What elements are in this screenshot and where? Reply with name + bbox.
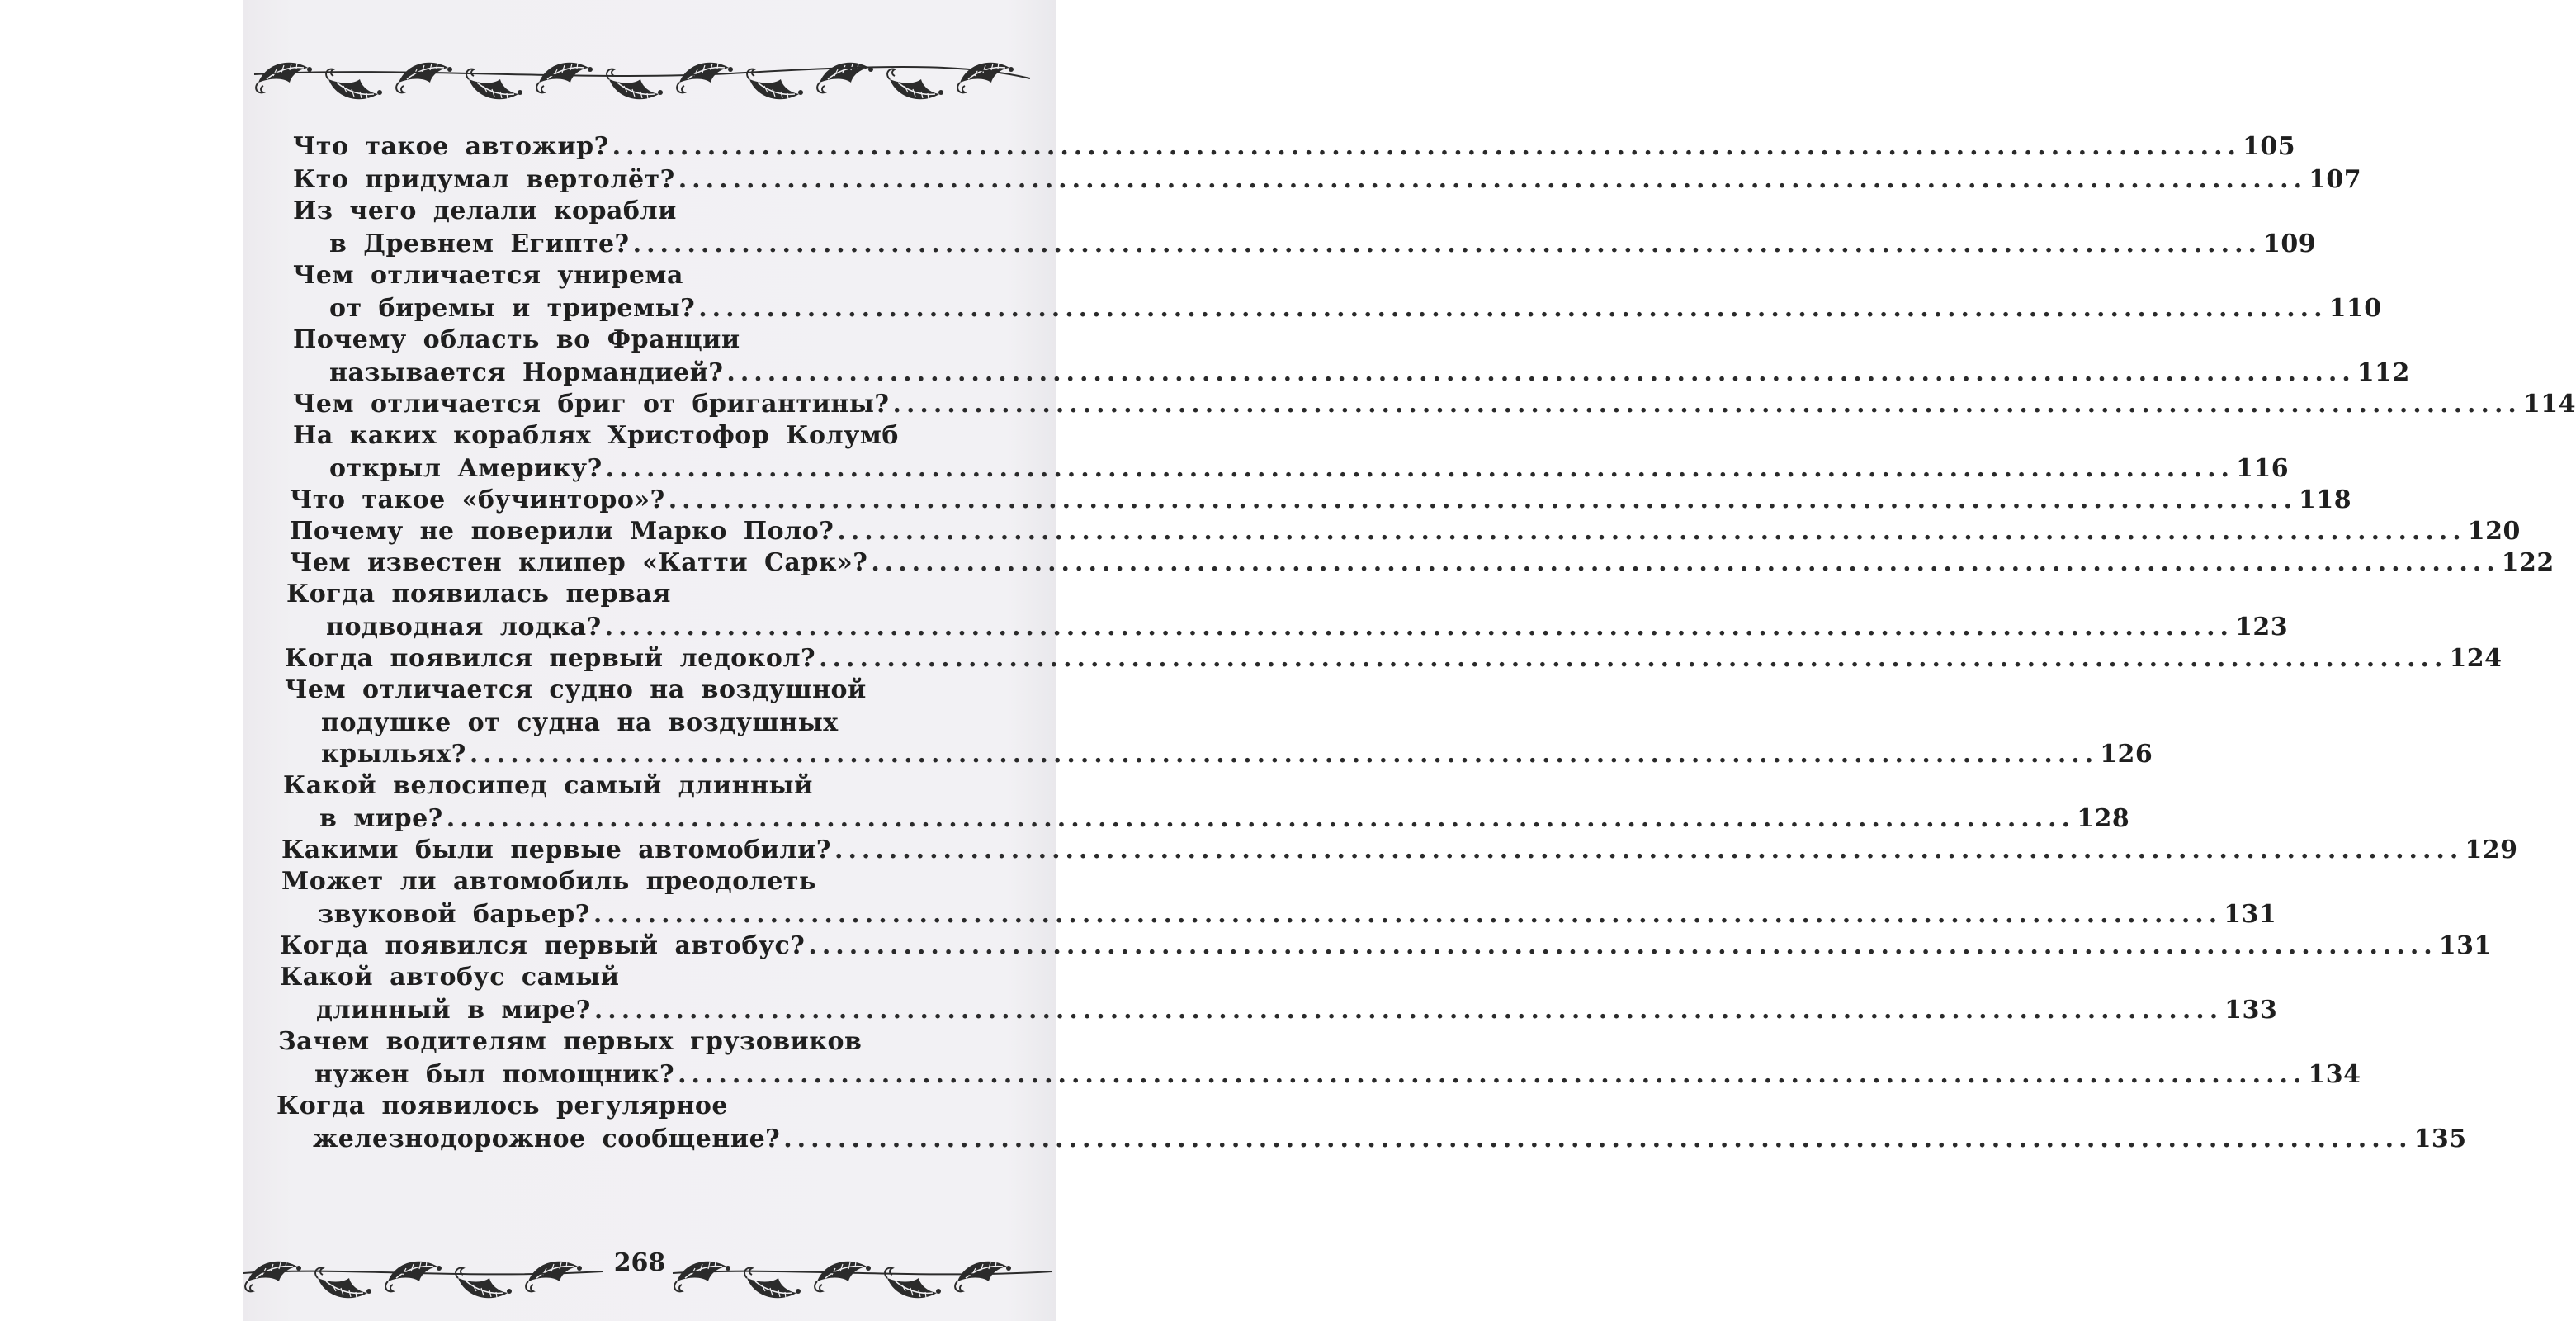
toc-entry-title: Почему не поверили Марко Поло? [290,517,834,546]
toc-entry-title: в Древнем Египте? [329,230,630,258]
toc-entry-title: Какой автобус самый [280,963,620,992]
toc-entry [280,963,995,992]
toc-leader-dots: ........................................................................................................................ [604,613,2233,642]
toc-entry-page: 120 [2467,517,2521,546]
toc-entry [316,996,2278,1025]
toc-leader-dots: ........................................................................................................................ [605,454,2234,483]
toc-entry-title: в мире? [319,804,443,833]
toc-entry-title: подушке от судна на воздушных [321,708,839,737]
toc-entry-title: открыл Америку? [329,454,603,483]
toc-entry-page: 122 [2501,548,2555,577]
toc-leader-dots: ........................................................................................................................ [698,294,2328,323]
toc-entry [313,1125,2467,1153]
toc-entry-title: Когда появилась первая [286,580,671,608]
toc-entry [293,165,2362,194]
toc-entry [329,358,2410,387]
toc-entry-title: Почему область во Франции [293,325,740,354]
toc-leader-dots: ........................................................................................................................ [593,996,2224,1025]
toc-entry-title: звуковой барьер? [318,900,590,929]
toc-entry-page: 131 [2438,931,2492,960]
toc-entry [278,1027,995,1056]
toc-entry-title: Чем отличается бриг от бригантины? [293,390,890,419]
toc-leader-dots: ........................................................................................................................ [892,390,2522,419]
toc-entry [293,390,2576,419]
toc-entry-page: 105 [2242,132,2296,161]
toc-entry-title: железнодорожное сообщение? [313,1125,781,1153]
toc-leader-dots: ........................................................................................................................ [783,1125,2413,1153]
toc-entry-title: На каких кораблях Христофор Колумб [293,421,899,450]
leaf-ornament-icon [243,1238,607,1303]
toc-entry-title: Какой велосипед самый длинный [283,771,813,800]
toc-entry [314,1060,2361,1089]
toc-entry [293,261,995,290]
toc-entry [293,132,2296,161]
toc-leader-dots: ........................................................................................................................ [819,644,2448,673]
leaf-ornament-icon [669,1238,1056,1303]
toc-entry [285,644,2503,673]
toc-entry-page: 107 [2309,165,2362,194]
toc-entry [329,454,2290,483]
toc-entry-title: Чем известен клипер «Катти Сарк»? [290,548,868,577]
toc-entry-title: от биремы и триремы? [329,294,696,323]
book-page [243,0,2576,1321]
toc-entry-title: Когда появился первый автобус? [280,931,806,960]
toc-entry-title: Какими были первые автомобили? [281,836,831,864]
toc-entry [280,931,2492,960]
toc-entry [318,900,2277,929]
toc-entry-title: Из чего делали корабли [293,196,677,225]
toc-entry-page: 116 [2236,454,2290,483]
toc-entry [329,230,2317,258]
toc-entry-title: Может ли автомобиль преодолеть [281,867,816,896]
toc-entry [319,804,2130,833]
toc-entry [293,196,995,225]
toc-entry [283,771,995,800]
toc-entry [290,548,2555,577]
toc-entry-page: 114 [2522,390,2576,419]
toc-entry-page: 126 [2100,740,2153,769]
toc-entry [321,740,2153,769]
toc-entry-title: Кто придумал вертолёт? [293,165,675,194]
toc-entry [293,421,995,450]
toc-entry-page: 123 [2234,613,2289,642]
toc-entry-title: Чем отличается унирема [293,261,683,290]
toc-entry-page: 124 [2449,644,2503,673]
toc-entry [286,580,995,608]
toc-entry [281,836,2518,864]
toc-entry-page: 135 [2413,1125,2467,1153]
toc-entry-title: Когда появилось регулярное [277,1091,729,1120]
table-of-contents [243,0,2576,1321]
toc-entry [321,708,995,737]
toc-leader-dots: ........................................................................................................................ [668,485,2298,514]
toc-entry-title: Когда появился первый ледокол? [285,644,816,673]
toc-leader-dots: ........................................................................................................................ [469,740,2099,769]
toc-entry [290,517,2521,546]
toc-entry-title: подводная лодка? [326,613,602,642]
toc-entry-page: 131 [2224,900,2277,929]
toc-entry-title: крыльях? [321,740,466,769]
toc-entry-page: 110 [2328,294,2382,323]
toc-entry-title: длинный в мире? [316,996,591,1025]
toc-entry-title: называется Нормандией? [329,358,724,387]
toc-leader-dots: ........................................................................................................................ [808,931,2437,960]
toc-entry [326,613,2289,642]
toc-entry-title: нужен был помощник? [314,1060,675,1089]
toc-leader-dots: ........................................................................................................................ [632,230,2262,258]
toc-entry-title: Что такое «бучинторо»? [290,485,665,514]
toc-entry-title: Что такое автожир? [293,132,609,161]
toc-entry-page: 128 [2077,804,2130,833]
toc-leader-dots: ........................................................................................................................ [446,804,2076,833]
toc-entry-page: 134 [2308,1060,2361,1089]
page-number: 268 [613,1248,666,1277]
toc-entry [277,1091,995,1120]
toc-entry [285,675,995,704]
toc-entry-page: 129 [2465,836,2518,864]
toc-entry-page: 118 [2299,485,2352,514]
toc-entry-page: 133 [2224,996,2278,1025]
toc-leader-dots: ........................................................................................................................ [726,358,2356,387]
toc-leader-dots: ........................................................................................................................ [837,517,2466,546]
toc-leader-dots: ........................................................................................................................ [871,548,2500,577]
toc-entry-page: 109 [2262,230,2317,258]
toc-leader-dots: ........................................................................................................................ [834,836,2464,864]
toc-entry [329,294,2382,323]
toc-entry [281,867,995,896]
toc-leader-dots: ........................................................................................................................ [612,132,2241,161]
toc-leader-dots: ........................................................................................................................ [678,1060,2307,1089]
toc-entry [290,485,2352,514]
toc-leader-dots: ........................................................................................................................ [678,165,2308,194]
toc-entry [293,325,995,354]
toc-entry-title: Зачем водителям первых грузовиков [278,1027,863,1056]
toc-leader-dots: ........................................................................................................................ [593,900,2223,929]
toc-entry-page: 112 [2356,358,2410,387]
toc-entry-title: Чем отличается судно на воздушной [285,675,867,704]
